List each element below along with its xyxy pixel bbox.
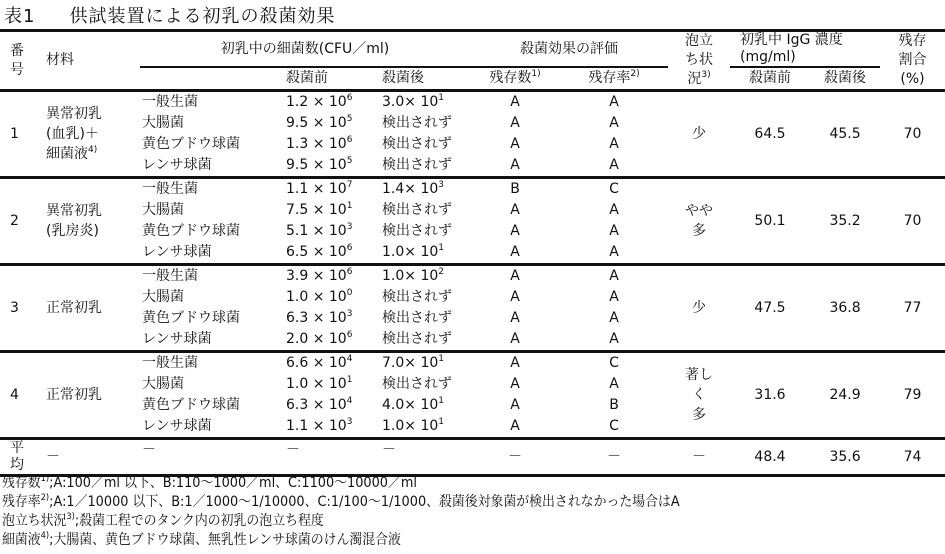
count-after bbox=[378, 287, 470, 308]
material-line: 細菌液 bbox=[46, 146, 88, 162]
table-row bbox=[0, 352, 945, 375]
foam-line: 多 bbox=[692, 407, 707, 423]
header-bacteria-count: 初乳中の細菌数(CFU／ml) bbox=[140, 31, 470, 68]
foam-level bbox=[668, 265, 730, 352]
footnote-marker: 4) bbox=[40, 531, 50, 541]
exponent: 6 bbox=[346, 135, 353, 145]
exponent: 1 bbox=[438, 243, 444, 253]
group-number: 1 bbox=[10, 125, 19, 142]
mantissa: 3.9 bbox=[286, 268, 309, 284]
count-after bbox=[378, 221, 470, 242]
residual-rate-grade: A bbox=[609, 268, 619, 284]
table-caption: 供試装置による初乳の殺菌効果 bbox=[69, 6, 336, 27]
group-number: 3 bbox=[10, 299, 19, 316]
organism: 大腸菌 bbox=[142, 376, 184, 392]
foam-line: 著し bbox=[685, 367, 714, 383]
foam-line: く bbox=[692, 387, 707, 403]
footnote bbox=[2, 474, 680, 493]
exponent: 6 bbox=[346, 93, 353, 103]
mantissa: 2.0 bbox=[286, 331, 309, 347]
residual-count-grade: A bbox=[510, 157, 520, 173]
group-material bbox=[40, 178, 140, 265]
material-line: 正常初乳 bbox=[46, 387, 102, 403]
count-before: $6.3 \times 10^3$ bbox=[286, 309, 353, 326]
mantissa: 7.0 bbox=[382, 355, 405, 371]
exponent: 2 bbox=[438, 267, 444, 277]
organism: 黄色ブドウ球菌 bbox=[142, 397, 240, 413]
residual-count-grade: A bbox=[510, 310, 520, 326]
exponent: 5 bbox=[346, 114, 353, 124]
exponent: 4 bbox=[346, 354, 353, 364]
residual-rate-grade: A bbox=[609, 115, 619, 131]
header-rate: 残存率$^{2)}$ bbox=[588, 69, 640, 86]
igg-before: 50.1 bbox=[754, 212, 786, 229]
count-after: $1.0\times 10^2$ bbox=[382, 267, 444, 284]
organism: 一般生菌 bbox=[142, 181, 198, 197]
exponent: 1 bbox=[346, 375, 353, 385]
count-before: $2.0 \times 10^6$ bbox=[286, 330, 353, 347]
ratio: 70 bbox=[903, 212, 922, 229]
footnote-term: 残存数 bbox=[2, 475, 41, 491]
header-igg: 初乳中 IgG 濃度 (mg/ml) bbox=[730, 31, 880, 68]
mantissa: 1.0 bbox=[286, 376, 309, 392]
organism: 黄色ブドウ球菌 bbox=[142, 310, 240, 326]
header-before: 殺菌前 bbox=[286, 70, 328, 86]
residual-rate-grade: C bbox=[609, 181, 619, 197]
count-after bbox=[378, 329, 470, 352]
foam-level bbox=[668, 91, 730, 178]
table-title bbox=[4, 2, 335, 28]
exponent: 0 bbox=[346, 288, 353, 298]
residual-rate-grade: A bbox=[609, 331, 619, 347]
footnote-text: ;大腸菌、黄色ブドウ球菌、無乳性レンサ球菌のけん濁混合液 bbox=[49, 532, 401, 548]
average-material: － bbox=[46, 448, 60, 465]
not-detected: 検出されず bbox=[382, 202, 452, 218]
organism: レンサ球菌 bbox=[142, 157, 212, 173]
material-line: 正常初乳 bbox=[46, 300, 102, 316]
average-igg-before: 48.4 bbox=[754, 448, 786, 465]
not-detected: 検出されず bbox=[382, 310, 452, 326]
material-line: (血乳)＋ bbox=[46, 126, 99, 142]
ratio: 79 bbox=[903, 386, 922, 403]
organism: 黄色ブドウ球菌 bbox=[142, 136, 240, 152]
foam-level bbox=[668, 178, 730, 265]
foam-line: やや bbox=[685, 203, 714, 219]
footnote bbox=[2, 493, 680, 512]
organism: 一般生菌 bbox=[142, 268, 198, 284]
exponent: 1 bbox=[438, 93, 444, 103]
organism: 黄色ブドウ球菌 bbox=[142, 223, 240, 239]
ratio: 77 bbox=[903, 299, 922, 316]
organism: レンサ球菌 bbox=[142, 418, 212, 434]
not-detected: 検出されず bbox=[382, 157, 452, 173]
mantissa: 1.0 bbox=[382, 244, 405, 260]
footnote-text: ;A:100／ml 以下、B:110～1000／ml、C:1100～10000／ml bbox=[49, 475, 418, 491]
count-before: $1.0 \times 10^0$ bbox=[286, 288, 353, 305]
igg-before: 47.5 bbox=[754, 299, 786, 316]
residual-count-grade: A bbox=[510, 115, 520, 131]
exponent: 7 bbox=[346, 180, 353, 190]
footnote-text: ;A:1／10000 以下、B:1／1000～1/10000、C:1/100～1/1000、殺菌後対象菌が検出されなかった場合はA bbox=[49, 494, 680, 510]
count-after bbox=[378, 308, 470, 329]
residual-count-grade: A bbox=[510, 223, 520, 239]
count-after: $7.0\times 10^1$ bbox=[382, 354, 444, 371]
residual-rate-grade: C bbox=[609, 355, 619, 371]
organism: 一般生菌 bbox=[142, 94, 198, 110]
average-label: 平 均 bbox=[10, 440, 24, 473]
footnote-marker: 2) bbox=[40, 493, 50, 503]
organism: 大腸菌 bbox=[142, 115, 184, 131]
mantissa: 1.1 bbox=[286, 181, 309, 197]
table-row bbox=[0, 178, 945, 201]
mantissa: 6.5 bbox=[286, 244, 309, 260]
organism: 一般生菌 bbox=[142, 355, 198, 371]
material-line: 異常初乳 bbox=[46, 106, 102, 122]
group-material bbox=[40, 265, 140, 352]
header-number: 番 号 bbox=[10, 42, 24, 78]
exponent: 1 bbox=[438, 396, 444, 406]
group-material bbox=[40, 91, 140, 178]
foam-line: 少 bbox=[692, 126, 707, 142]
average-after: － bbox=[382, 442, 396, 458]
residual-count-grade: A bbox=[510, 355, 520, 371]
table-header bbox=[0, 31, 945, 91]
exponent: 1 bbox=[438, 354, 444, 364]
count-after bbox=[378, 374, 470, 395]
foam-line: 多 bbox=[692, 223, 707, 239]
igg-after: 35.2 bbox=[829, 212, 861, 229]
exponent: 3 bbox=[346, 417, 353, 427]
residual-rate-grade: A bbox=[609, 94, 619, 110]
mantissa: 6.6 bbox=[286, 355, 309, 371]
organism: 大腸菌 bbox=[142, 289, 184, 305]
residual-rate-grade: A bbox=[609, 376, 619, 392]
residual-rate-grade: A bbox=[609, 157, 619, 173]
header-ratio: 残存 割合 (%) bbox=[898, 33, 927, 87]
count-after bbox=[378, 134, 470, 155]
footnote-term: 泡立ち状況 bbox=[2, 513, 67, 529]
count-before: $1.0 \times 10^1$ bbox=[286, 375, 353, 392]
residual-rate-grade: C bbox=[609, 418, 619, 434]
table-row bbox=[0, 265, 945, 288]
table-body bbox=[0, 91, 945, 439]
footnote-term: 細菌液 bbox=[2, 532, 41, 548]
not-detected: 検出されず bbox=[382, 376, 452, 392]
residual-rate-grade: A bbox=[609, 310, 619, 326]
average-row bbox=[0, 439, 945, 476]
group-number: 2 bbox=[10, 212, 19, 229]
mantissa: 7.5 bbox=[286, 202, 309, 218]
foam-level bbox=[668, 352, 730, 439]
count-before: $3.9 \times 10^6$ bbox=[286, 267, 353, 284]
header-igg-after: 殺菌後 bbox=[824, 70, 867, 86]
residual-count-grade: A bbox=[510, 289, 520, 305]
exponent: 1 bbox=[438, 417, 444, 427]
footnote-text: ;殺菌工程でのタンク内の初乳の泡立ち程度 bbox=[74, 513, 324, 529]
residual-rate-grade: A bbox=[609, 289, 619, 305]
exponent: 3 bbox=[346, 309, 353, 319]
count-before: $6.3 \times 10^4$ bbox=[286, 396, 353, 413]
not-detected: 検出されず bbox=[382, 115, 452, 131]
count-after bbox=[378, 200, 470, 221]
footnotes bbox=[2, 474, 680, 550]
mantissa: 9.5 bbox=[286, 115, 309, 131]
average-foam: － bbox=[692, 448, 707, 465]
exponent: 1 bbox=[346, 201, 353, 211]
mantissa: 6.3 bbox=[286, 397, 309, 413]
count-after: $1.0\times 10^1$ bbox=[382, 243, 444, 260]
average-ratio: 74 bbox=[903, 448, 922, 465]
count-before: $5.1 \times 10^3$ bbox=[286, 222, 353, 239]
count-after: $4.0\times 10^1$ bbox=[382, 396, 444, 413]
count-before: $6.5 \times 10^6$ bbox=[286, 243, 353, 260]
residual-count-grade: A bbox=[510, 136, 520, 152]
exponent: 3 bbox=[346, 222, 353, 232]
exponent: 6 bbox=[346, 243, 353, 253]
residual-count-grade: B bbox=[510, 181, 520, 197]
count-after bbox=[378, 155, 470, 178]
header-evaluation: 殺菌効果の評価 bbox=[470, 31, 668, 68]
exponent: 6 bbox=[346, 267, 353, 277]
count-before: $9.5 \times 10^5$ bbox=[286, 156, 353, 173]
count-after: $3.0\times 10^1$ bbox=[382, 93, 444, 110]
footnote-marker: 4) bbox=[88, 145, 98, 155]
organism: レンサ球菌 bbox=[142, 331, 212, 347]
header-material: 材料 bbox=[46, 52, 74, 68]
material-line: 異常初乳 bbox=[46, 203, 102, 219]
organism: 大腸菌 bbox=[142, 202, 184, 218]
igg-before: 31.6 bbox=[754, 386, 786, 403]
exponent: 3 bbox=[438, 180, 444, 190]
footnote-term: 残存率 bbox=[2, 494, 41, 510]
igg-after: 45.5 bbox=[829, 125, 861, 142]
header-after: 殺菌後 bbox=[382, 70, 424, 86]
igg-after: 36.8 bbox=[829, 299, 861, 316]
residual-rate-grade: A bbox=[609, 223, 619, 239]
table-number: 表1 bbox=[4, 6, 36, 27]
count-after: $1.0\times 10^1$ bbox=[382, 417, 444, 434]
mantissa: 1.0 bbox=[382, 418, 405, 434]
footnote bbox=[2, 512, 680, 531]
count-before: $9.5 \times 10^5$ bbox=[286, 114, 353, 131]
residual-count-grade: A bbox=[510, 268, 520, 284]
igg-before: 64.5 bbox=[754, 125, 786, 142]
footnote-marker: 3) bbox=[66, 512, 75, 522]
not-detected: 検出されず bbox=[382, 136, 452, 152]
mantissa: 1.2 bbox=[286, 94, 309, 110]
not-detected: 検出されず bbox=[382, 289, 452, 305]
count-before: $6.6 \times 10^4$ bbox=[286, 354, 353, 371]
mantissa: 1.0 bbox=[286, 289, 309, 305]
exponent: 5 bbox=[346, 156, 353, 166]
mantissa: 9.5 bbox=[286, 157, 309, 173]
count-before: $1.1 \times 10^7$ bbox=[286, 180, 353, 197]
average-organism: － bbox=[142, 442, 156, 458]
residual-count-grade: A bbox=[510, 244, 520, 260]
not-detected: 検出されず bbox=[382, 223, 452, 239]
residual-count-grade: A bbox=[510, 94, 520, 110]
header-foam: 泡立 ち状 況$^{3)}$ bbox=[685, 33, 714, 87]
residual-count-grade: A bbox=[510, 331, 520, 347]
mantissa: 1.4 bbox=[382, 181, 405, 197]
group-number: 4 bbox=[10, 386, 19, 403]
residual-count-grade: A bbox=[510, 376, 520, 392]
mantissa: 5.1 bbox=[286, 223, 309, 239]
results-table bbox=[0, 29, 945, 477]
mantissa: 4.0 bbox=[382, 397, 405, 413]
residual-count-grade: A bbox=[510, 202, 520, 218]
residual-rate-grade: A bbox=[609, 136, 619, 152]
count-after: $1.4\times 10^3$ bbox=[382, 180, 444, 197]
organism: レンサ球菌 bbox=[142, 244, 212, 260]
material-line: (乳房炎) bbox=[46, 223, 99, 239]
count-before: $1.3 \times 10^6$ bbox=[286, 135, 353, 152]
foam-line: 少 bbox=[692, 300, 707, 316]
exponent: 6 bbox=[346, 330, 353, 340]
header-count: 残存数$^{1)}$ bbox=[489, 69, 541, 86]
residual-count-grade: A bbox=[510, 418, 520, 434]
footnote bbox=[2, 531, 680, 550]
group-material bbox=[40, 352, 140, 439]
average-before: － bbox=[286, 442, 300, 458]
residual-rate-grade: A bbox=[609, 244, 619, 260]
average-igg-after: 35.6 bbox=[829, 448, 861, 465]
not-detected: 検出されず bbox=[382, 331, 452, 347]
mantissa: 3.0 bbox=[382, 94, 405, 110]
ratio: 70 bbox=[903, 125, 922, 142]
residual-rate-grade: A bbox=[609, 202, 619, 218]
mantissa: 1.1 bbox=[286, 418, 309, 434]
mantissa: 1.3 bbox=[286, 136, 309, 152]
mantissa: 6.3 bbox=[286, 310, 309, 326]
residual-count-grade: A bbox=[510, 397, 520, 413]
mantissa: 1.0 bbox=[382, 268, 405, 284]
count-after bbox=[378, 113, 470, 134]
exponent: 4 bbox=[346, 396, 353, 406]
average-count: － bbox=[508, 448, 523, 465]
footnote-marker: 1) bbox=[40, 474, 50, 484]
header-igg-before: 殺菌前 bbox=[749, 70, 792, 86]
count-before: $1.2 \times 10^6$ bbox=[286, 93, 353, 110]
table-row bbox=[0, 91, 945, 114]
count-before: $7.5 \times 10^1$ bbox=[286, 201, 353, 218]
average-rate: － bbox=[607, 448, 622, 465]
igg-after: 24.9 bbox=[829, 386, 861, 403]
residual-rate-grade: B bbox=[609, 397, 619, 413]
count-before: $1.1 \times 10^3$ bbox=[286, 417, 353, 434]
